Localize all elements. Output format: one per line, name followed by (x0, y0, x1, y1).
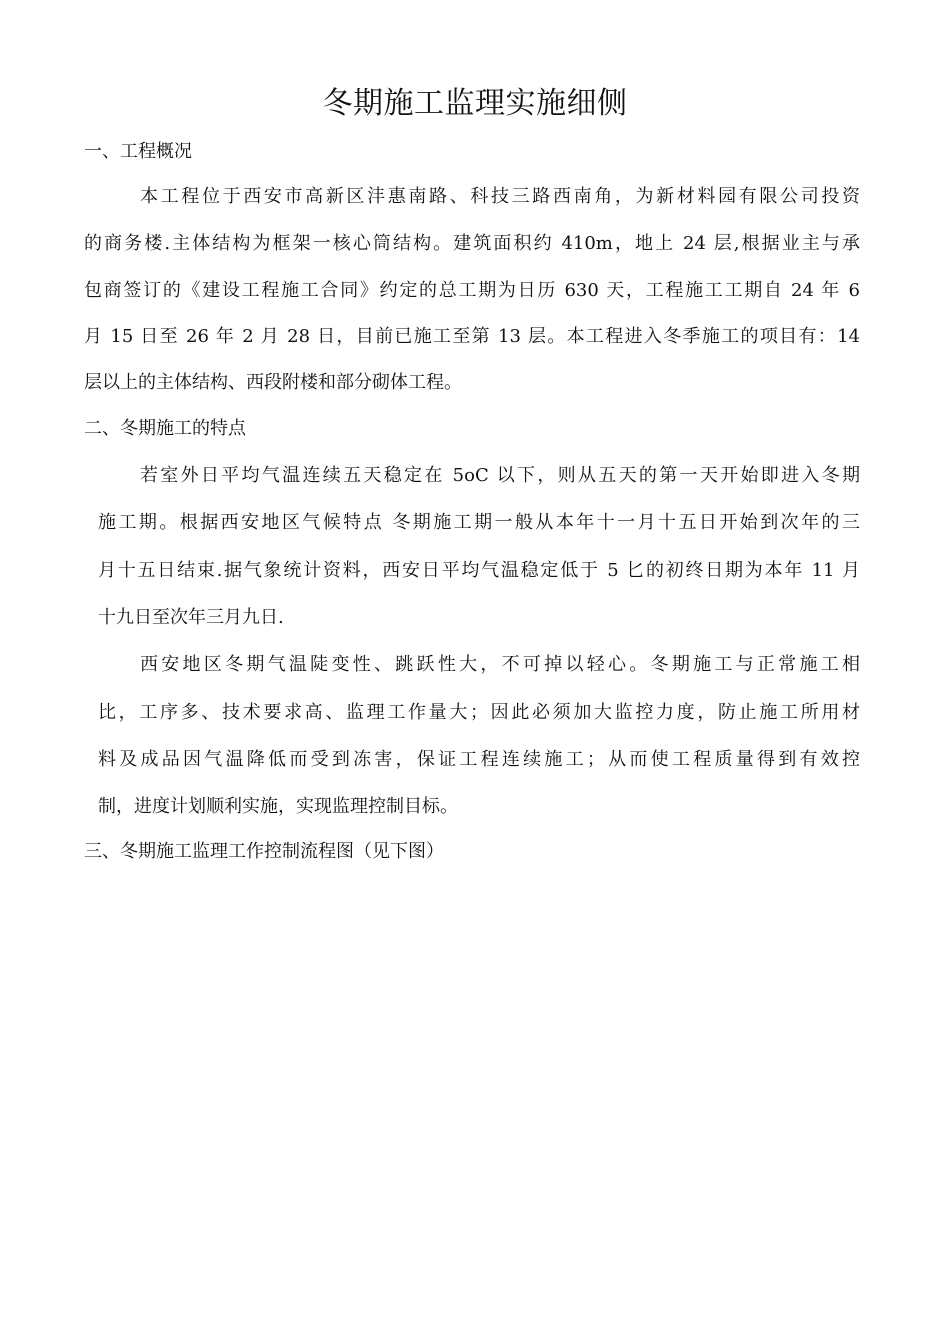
paragraph-line: 月 15 日至 26 年 2 月 28 日，目前已施工至第 13 层。本工程进入冬季施工的项目有：14 (84, 326, 860, 347)
paragraph-line: 比，工序多、技术要求高、监理工作量大；因此必须加大监控力度，防止施工所用材 (98, 702, 860, 723)
paragraph-line: 十九日至次年三月九日. (98, 607, 284, 628)
document-title: 冬期施工监理实施细侧 (322, 86, 628, 121)
paragraph-line: 包商签订的《建设工程施工合同》约定的总工期为日历 630 天，工程施工工期自 24 年 6 (84, 280, 860, 301)
paragraph-line: 料及成品因气温降低而受到冻害，保证工程连续施工；从而使工程质量得到有效控 (98, 749, 860, 770)
paragraph-line: 月十五日结束.据气象统计资料，西安日平均气温稳定低于 5 匕的初终日期为本年 11 月 (98, 560, 860, 581)
paragraph-line: 制，进度计划顺利实施，实现监理控制目标。 (98, 796, 458, 817)
paragraph-line: 施工期。根据西安地区气候特点 冬期施工期一般从本年十一月十五日开始到次年的三 (98, 512, 860, 533)
section-heading-flowchart: 三、冬期施工监理工作控制流程图（见下图） (84, 841, 444, 862)
paragraph-line: 层以上的主体结构、西段附楼和部分砌体工程。 (84, 372, 462, 393)
paragraph-line: 的商务楼.主体结构为框架一核心筒结构。建筑面积约 410m，地上 24 层,根据业主与承 (84, 233, 860, 254)
section-heading-overview: 一、工程概况 (84, 141, 192, 162)
section-heading-characteristics: 二、冬期施工的特点 (84, 418, 246, 439)
paragraph-line: 西安地区冬期气温陡变性、跳跃性大，不可掉以轻心。冬期施工与正常施工相 (140, 654, 860, 675)
paragraph-line: 本工程位于西安市高新区沣惠南路、科技三路西南角，为新材料园有限公司投资 (140, 186, 860, 207)
paragraph-line: 若室外日平均气温连续五天稳定在 5oC 以下，则从五天的第一天开始即进入冬期 (140, 465, 860, 486)
